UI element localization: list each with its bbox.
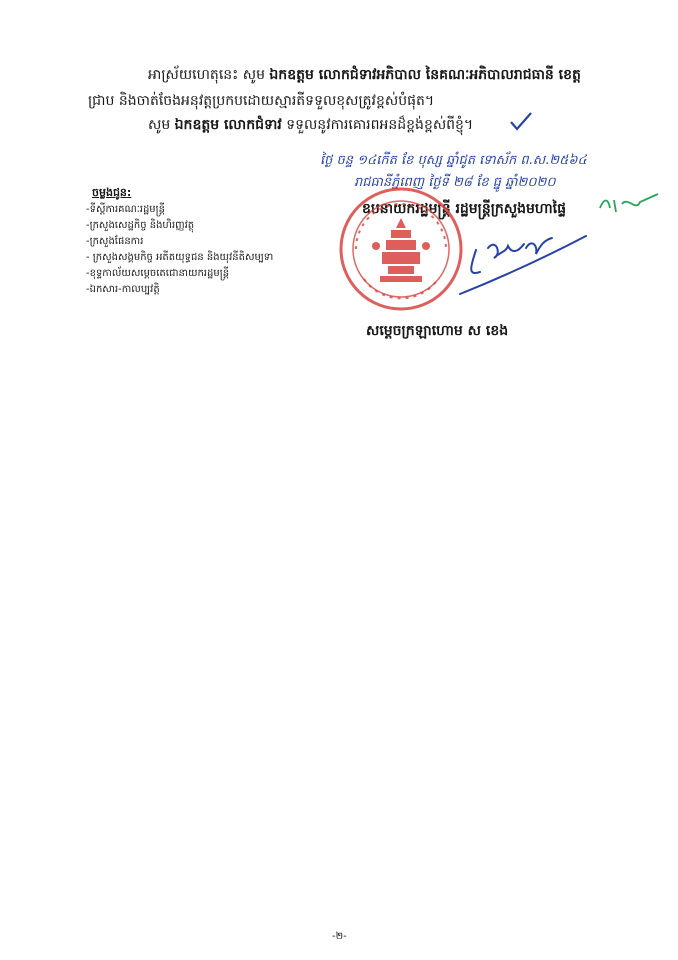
paragraph-2	[148, 116, 473, 134]
list-item: -ក្រសួងផែនការ	[86, 236, 144, 247]
paragraph-2-rest: ទទួលនូវការគោរពអនដ៏ខ្ពង់ខ្ពស់ពីខ្ញុំ។	[281, 117, 474, 133]
signatory-title: ឧបនាយករដ្ឋមន្ត្រី រដ្ឋមន្ត្រីក្រសួងមហាផ្ទៃ	[362, 201, 567, 217]
list-item: -ឯកសារ-កាលប្បវត្តិ	[86, 284, 160, 295]
paragraph-2-addressee: ឯកឧត្តម លោកជំទាវ	[174, 117, 282, 133]
paragraph-1-intro: អាស្រ័យហេតុនេះ សូម	[148, 67, 270, 83]
paragraph-1-line-2: ជ្រាប និងចាត់ចែងអនុវត្តប្រកបដោយស្មារតីទទួលខុសត្រូវខ្ពស់បំផុត។	[88, 93, 435, 109]
list-item: -ក្រសួងសេដ្ឋកិច្ច និងហិរញ្ញវត្ថុ	[86, 220, 195, 231]
paragraph-2-prefix: សូម	[148, 117, 175, 133]
list-item: -ទីស្តីការគណៈរដ្ឋមន្ត្រី	[86, 204, 165, 215]
copies-list	[86, 202, 273, 298]
signatory-name: សម្តេចក្រឡាហោម ស ខេង	[366, 323, 509, 339]
list-item: - ក្រសួងសង្គមកិច្ច អតីតយុទ្ធជន និងយុវនីតិសម្បទា	[86, 252, 274, 263]
initials-mark-icon	[596, 190, 666, 220]
solar-date: រាជធានីភ្នំពេញ ថ្ងៃទី ២៨ ខែ ធ្នូ ឆ្នាំ២០២០	[354, 175, 556, 190]
copies-title: ចម្លងជូន:	[92, 186, 132, 199]
page-number: -២-	[332, 931, 347, 942]
list-item: -ខុទ្ទកាល័យសម្តេចតេជោនាយករដ្ឋមន្ត្រី	[86, 268, 230, 279]
paragraph-1-addressee: ឯកឧត្តម លោកជំទាវអភិបាល នៃគណៈអភិបាលរាជធានី ខេត្ត	[269, 67, 581, 83]
check-mark-icon	[508, 110, 534, 132]
signature-icon	[440, 228, 590, 308]
lunar-date: ថ្ងៃ ចន្ទ ១៤កើត ខែ បុស្ស ឆ្នាំជូត ទោស័ក ព.ស.២៥៦៤	[320, 153, 587, 168]
paragraph-1-line-1	[148, 66, 581, 84]
